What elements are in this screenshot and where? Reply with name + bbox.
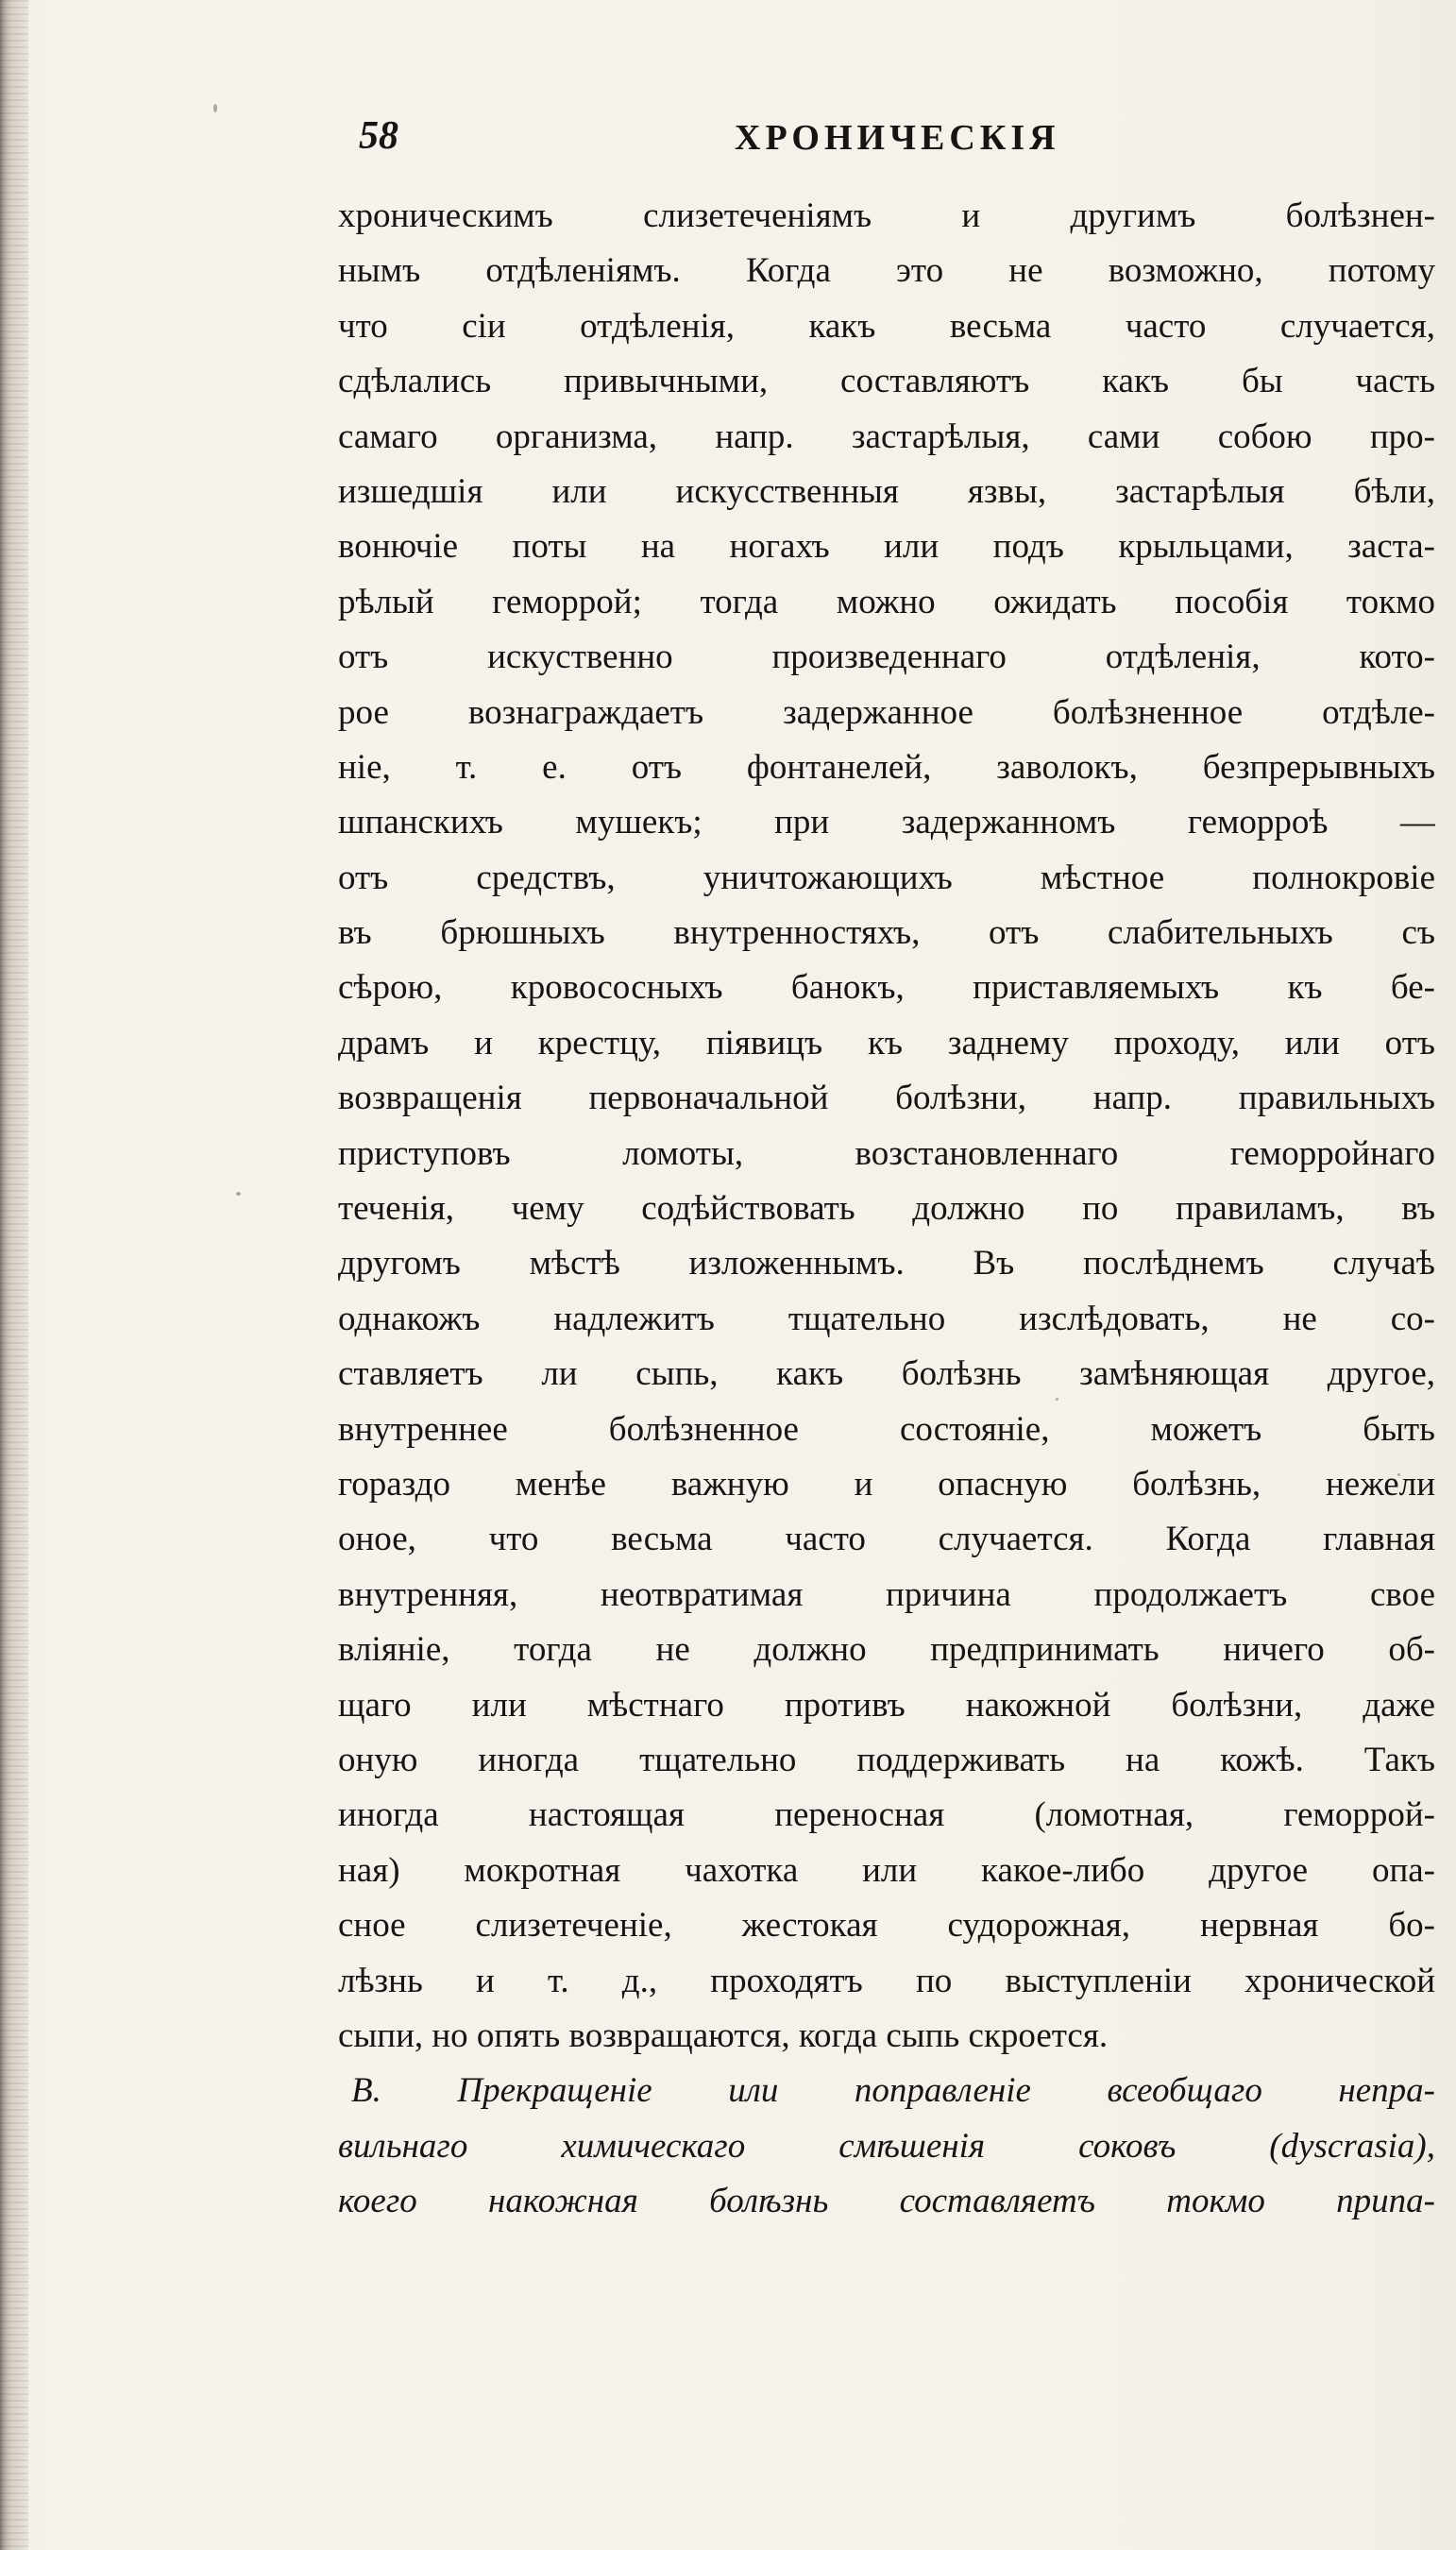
text-line: ная) мокротная чахотка или какое-либо другое опа- [338, 1850, 1435, 1890]
text-line: другомъ мѣстѣ изложеннымъ. Въ послѣднемъ случаѣ [338, 1244, 1435, 1284]
italic-text-line: B. Прекращеніе или поправленіе всеобщаго непра- [351, 2071, 1435, 2111]
italic-text-line: коего накожная болѣзнь составляетъ токмо припа- [338, 2182, 1435, 2221]
page-binding-edge [0, 0, 28, 2550]
text-line: лѣзнь и т. д., проходятъ по выступленіи хронической [338, 1961, 1435, 2000]
running-title: ХРОНИЧЕСКІЯ [735, 118, 1060, 158]
text-line: вонючіе поты на ногахъ или подъ крыльцами, заста- [338, 527, 1435, 567]
text-line: шпанскихъ мушекъ; при задержанномъ геморроѣ — [338, 803, 1435, 842]
page-number: 58 [359, 114, 398, 158]
italic-text-line: вильнаго химическаго смѣшенія соковъ (dyscrasia), [338, 2126, 1435, 2166]
text-line: изшедшія или искусственныя язвы, застарѣлыя бѣли, [338, 471, 1435, 511]
body-text [338, 189, 1435, 2229]
text-line: внутренняя, неотвратимая причина продолжаетъ свое [338, 1574, 1435, 1614]
text-line: сѣрою, кровососныхъ банокъ, приставляемыхъ къ бе- [338, 968, 1435, 1008]
text-line: нымъ отдѣленіямъ. Когда это не возможно, потому [338, 251, 1435, 291]
text-line: сное слизетеченіе, жестокая судорожная, нервная бо- [338, 1906, 1435, 1946]
text-line: драмъ и крестцу, піявицъ къ заднему проходу, или отъ [338, 1023, 1435, 1062]
text-line: внутреннее болѣзненное состояніе, можетъ быть [338, 1409, 1435, 1449]
text-line: ніе, т. е. отъ фонтанелей, заволокъ, безпрерывныхъ [338, 747, 1435, 787]
text-line: возвращенія первоначальной болѣзни, напр. правильныхъ [338, 1079, 1435, 1118]
text-line: что сіи отдѣленія, какъ весьма часто случается, [338, 306, 1435, 346]
paper-speck [236, 1192, 241, 1196]
text-line: гораздо менѣе важную и опасную болѣзнь, нежели [338, 1464, 1435, 1504]
text-line: сыпи, но опять возвращаются, когда сыпь скроется. [338, 2015, 1109, 2055]
text-line: рѣлый геморрой; тогда можно ожидать пособія токмо [338, 582, 1435, 621]
text-line: однакожъ надлежитъ тщательно изслѣдовать, не со- [338, 1299, 1435, 1338]
text-line: теченія, чему содѣйствовать должно по правиламъ, въ [338, 1189, 1435, 1229]
text-line: отъ средствъ, уничтожающихъ мѣстное полнокровіе [338, 858, 1435, 897]
text-line: рое вознаграждаетъ задержанное болѣзненное отдѣле- [338, 692, 1435, 732]
page-header [359, 113, 1265, 170]
text-line: хроническимъ слизетеченіямъ и другимъ болѣзнен- [338, 196, 1435, 235]
text-line: щаго или мѣстнаго противъ накожной болѣзни, даже [338, 1685, 1435, 1725]
text-line: ставляетъ ли сыпь, какъ болѣзнь замѣняющая другое, [338, 1354, 1435, 1394]
text-line: сдѣлались привычными, составляютъ какъ бы часть [338, 362, 1435, 401]
text-line: въ брюшныхъ внутренностяхъ, отъ слабительныхъ съ [338, 913, 1435, 953]
paper-speck [213, 104, 217, 112]
text-line: приступовъ ломоты, возстановленнаго геморройнаго [338, 1133, 1435, 1173]
text-line: оное, что весьма часто случается. Когда главная [338, 1520, 1435, 1559]
text-line: самаго организма, напр. застарѣлыя, сами собою про- [338, 416, 1435, 456]
text-line: отъ искуственно произведеннаго отдѣленія, кото- [338, 638, 1435, 677]
text-line: вліяніе, тогда не должно предпринимать ничего об- [338, 1630, 1435, 1670]
text-line: иногда настоящая переносная (ломотная, геморрой- [338, 1795, 1435, 1835]
text-line: оную иногда тщательно поддерживать на кожѣ. Такъ [338, 1740, 1435, 1779]
